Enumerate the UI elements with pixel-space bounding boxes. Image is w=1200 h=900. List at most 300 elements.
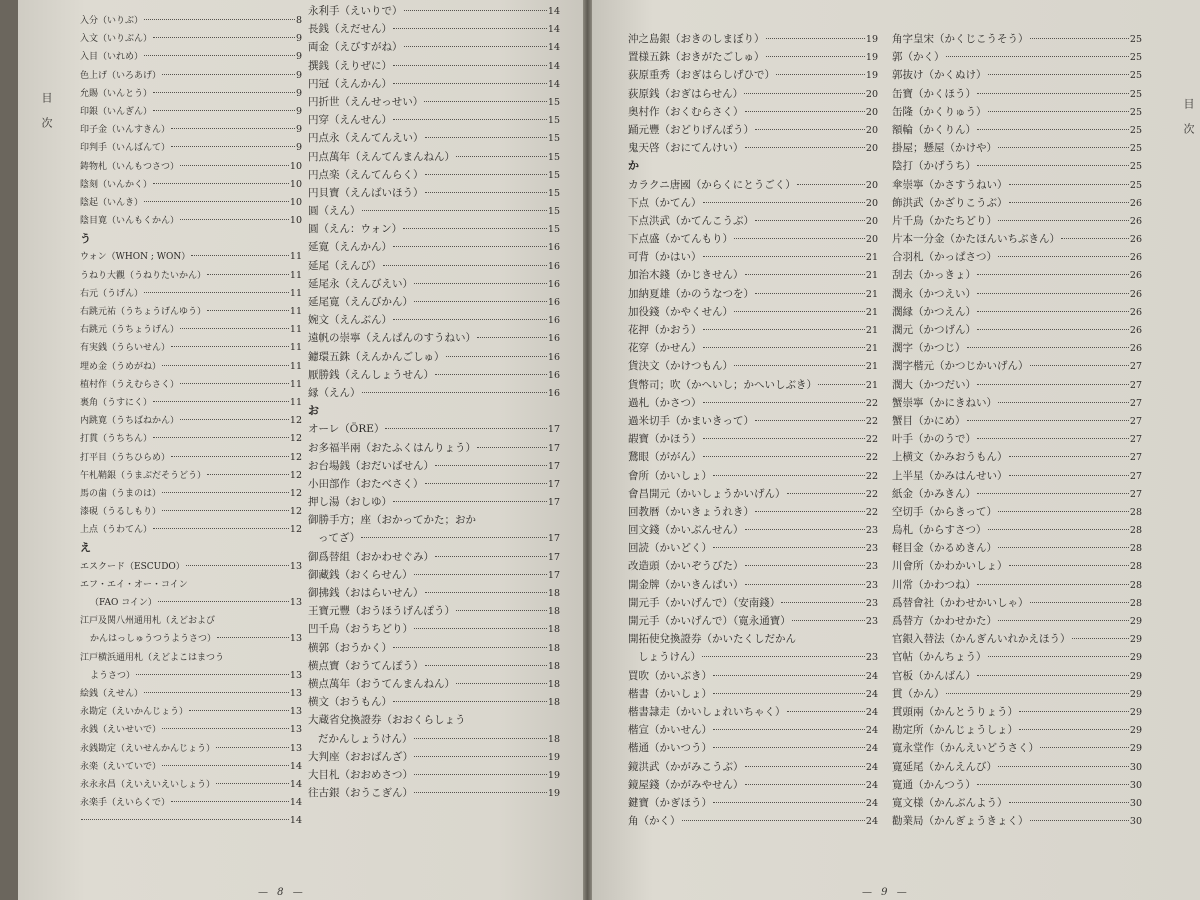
entry-page-number: 19 — [547, 788, 560, 800]
dot-leader — [703, 256, 865, 257]
index-column-2 — [308, 2, 560, 802]
entry-term: 大蔵省兌換證券（おおくらしょう — [308, 714, 466, 727]
index-entry — [80, 558, 302, 576]
index-entry — [308, 748, 560, 766]
index-entry — [628, 30, 878, 48]
entry-term: 過米切手（かまいきって） — [628, 414, 754, 427]
dot-leader — [414, 756, 547, 757]
dot-leader — [153, 437, 289, 438]
entry-term: 円点永（えんてんえい） — [308, 132, 424, 145]
dot-leader — [435, 374, 547, 375]
index-column-4 — [892, 30, 1142, 830]
index-entry — [892, 394, 1142, 412]
index-entry — [308, 184, 560, 202]
entry-term: 御藏銭（おくらせん） — [308, 568, 413, 581]
index-entry — [628, 194, 878, 212]
entry-term: 下点盛（かてんもり） — [628, 233, 733, 246]
section-heading: え — [80, 541, 91, 555]
entry-term: 回読（かいどく） — [628, 542, 712, 555]
entry-page-number: 28 — [1129, 561, 1142, 573]
entry-page-number: 20 — [865, 179, 878, 191]
entry-term: 踊元豐（おどりげんぽう） — [628, 123, 754, 136]
entry-term: 右跳元（うちょうげん） — [80, 325, 180, 336]
entry-term: 郭（かく） — [892, 51, 945, 64]
entry-page-number: 24 — [865, 706, 878, 718]
entry-page-number: 19 — [547, 769, 560, 781]
entry-term: 上半星（かみはんせい） — [892, 469, 1008, 482]
entry-term: 會所（かいしょ） — [628, 469, 712, 482]
dot-leader — [1009, 202, 1129, 203]
index-entry — [80, 121, 302, 139]
entry-term: 印子金（いんすきん） — [80, 125, 171, 136]
index-entry — [628, 685, 878, 703]
dot-leader — [144, 692, 289, 693]
entry-term: 置様五銖（おきがたごしゅ） — [628, 51, 765, 64]
entry-page-number: 19 — [865, 70, 878, 82]
index-entry — [80, 430, 302, 448]
dot-leader — [180, 419, 289, 420]
dot-leader — [153, 401, 289, 402]
index-entry — [80, 267, 302, 285]
entry-page-number: 10 — [289, 178, 302, 190]
entry-page-number: 8 — [295, 15, 302, 26]
index-entry — [892, 121, 1142, 139]
entry-page-number: 14 — [289, 797, 302, 809]
index-entry — [308, 57, 560, 75]
entry-term: 漆硯（うるしもり） — [80, 507, 162, 518]
entry-term: 加役錢（かやくせん） — [628, 305, 733, 318]
index-entry — [308, 348, 560, 366]
entry-term: 押し湯（おしゆ） — [308, 496, 392, 509]
dot-leader — [425, 592, 547, 593]
dot-leader — [745, 111, 865, 112]
dot-leader — [404, 10, 547, 11]
index-entry — [892, 685, 1142, 703]
dot-leader — [414, 628, 547, 629]
dot-leader — [998, 766, 1129, 767]
entry-page-number: 13 — [289, 633, 302, 645]
index-entry — [628, 357, 878, 375]
entry-page-number: 30 — [1129, 761, 1142, 773]
entry-page-number: 21 — [865, 379, 878, 391]
entry-term: 缶寶（かくほう） — [892, 87, 976, 100]
dot-leader — [414, 774, 547, 775]
entry-term: 小田部作（おたべさく） — [308, 477, 424, 490]
entry-page-number: 9 — [295, 105, 302, 117]
index-entry — [628, 103, 878, 121]
entry-term: 官帖（かんちょう） — [892, 651, 987, 664]
index-entry — [80, 12, 302, 30]
dot-leader — [477, 337, 547, 338]
entry-term: 江戸横浜通用札（えどよこはまつう — [80, 652, 225, 663]
index-entry — [80, 158, 302, 176]
index-entry — [308, 439, 560, 457]
index-entry — [80, 358, 302, 376]
entry-term: 楷宣（かいせん） — [628, 724, 712, 737]
index-entry — [80, 394, 302, 412]
entry-page-number: 25 — [1129, 106, 1142, 118]
entry-term: 陰目寛（いんもくかん） — [80, 216, 180, 227]
dot-leader — [171, 128, 295, 129]
index-entry — [308, 20, 560, 38]
entry-term: オーレ（ÖRE） — [308, 423, 385, 436]
entry-page-number: 15 — [547, 206, 560, 218]
entry-term: 円冠（えんかん） — [308, 77, 392, 90]
dot-leader — [988, 529, 1129, 530]
index-entry — [80, 485, 302, 503]
entry-term: 鏡洪武（かがみこうぶ） — [628, 760, 744, 773]
entry-page-number: 22 — [865, 488, 878, 500]
index-entry — [308, 311, 560, 329]
index-entry — [892, 648, 1142, 666]
entry-page-number: 26 — [1129, 234, 1142, 246]
entry-page-number: 10 — [289, 160, 302, 172]
entry-page-number: 25 — [1129, 161, 1142, 173]
entry-page-number: 18 — [547, 588, 560, 599]
index-entry — [80, 67, 302, 85]
entry-term: 片千鳥（かたちどり） — [892, 214, 997, 227]
book-gutter — [583, 0, 592, 900]
entry-page-number: 21 — [865, 252, 878, 264]
dot-leader — [1019, 711, 1129, 712]
entry-page-number: 18 — [547, 697, 560, 709]
entry-page-number: 29 — [1129, 725, 1142, 737]
entry-page-number: 28 — [1129, 597, 1142, 609]
entry-term: 花穿（かせん） — [628, 342, 702, 355]
entry-page-number: 17 — [547, 569, 560, 581]
entry-page-number: 27 — [1129, 379, 1142, 391]
entry-page-number: 22 — [865, 506, 878, 518]
entry-term: お台場銭（おだいばせん） — [308, 459, 434, 472]
dot-leader — [217, 637, 289, 638]
entry-page-number: 19 — [547, 751, 560, 763]
entry-term: エスクード（ESCUDO） — [80, 561, 185, 572]
entry-page-number: 27 — [1129, 488, 1142, 500]
entry-page-number: 12 — [289, 451, 302, 463]
entry-page-number: 24 — [865, 797, 878, 809]
entry-page-number: 27 — [1129, 415, 1142, 427]
entry-page-number: 16 — [547, 387, 560, 399]
dot-leader — [988, 656, 1129, 657]
entry-term: 撰銭（えりぜに） — [308, 59, 392, 72]
entry-page-number: 21 — [865, 361, 878, 373]
index-entry — [80, 139, 302, 157]
entry-term: 貨決文（かけつもん） — [628, 360, 733, 373]
dot-leader — [393, 319, 547, 320]
index-entry — [892, 612, 1142, 630]
dot-leader — [745, 584, 865, 585]
dot-leader — [745, 784, 865, 785]
dot-leader — [425, 192, 547, 193]
entry-page-number: 24 — [865, 670, 878, 682]
entry-page-number: 9 — [295, 87, 302, 99]
index-entry — [892, 285, 1142, 303]
entry-page-number: 20 — [865, 88, 878, 100]
index-entry — [892, 794, 1142, 812]
dot-leader — [998, 220, 1129, 221]
entry-term: 楷書隷走（かいしょれいちゃく） — [628, 705, 786, 718]
entry-page-number: 25 — [1129, 88, 1142, 100]
index-entry — [628, 521, 878, 539]
index-entry — [628, 339, 878, 357]
entry-page-number: 12 — [289, 433, 302, 445]
entry-term: 濶字楷元（かつじかいげん） — [892, 360, 1029, 373]
entry-page-number: 16 — [547, 351, 560, 363]
dot-leader — [424, 101, 547, 102]
entry-term: 爲替方（かわせかた） — [892, 615, 997, 627]
entry-term: 掛屋；懸屋（かけや） — [892, 142, 997, 155]
entry-term: 大判座（おおばんざ） — [308, 750, 414, 763]
index-entry — [628, 485, 878, 503]
entry-term: 江戸及関八州通用札（えどおよび — [80, 616, 216, 627]
index-entry — [80, 812, 302, 830]
entry-term: 下点洪武（かてんこうぶ） — [628, 214, 754, 227]
entry-page-number: 25 — [1129, 70, 1142, 82]
dot-leader — [393, 501, 547, 502]
entry-term: （FAO コイン） — [90, 598, 157, 608]
dot-leader — [191, 255, 289, 256]
entry-page-number: 11 — [289, 378, 302, 390]
entry-page-number: 30 — [1129, 779, 1142, 791]
entry-page-number: 28 — [1129, 579, 1142, 591]
entry-term: 印銀（いんぎん） — [80, 106, 153, 117]
entry-page-number: 20 — [865, 106, 878, 118]
entry-page-number: 21 — [865, 325, 878, 336]
dot-leader — [393, 647, 547, 648]
entry-term: 鍵寶（かぎほう） — [628, 796, 712, 809]
entry-term: 打平目（うちひらめ） — [80, 452, 171, 463]
dot-leader — [393, 28, 547, 29]
dot-leader — [998, 147, 1129, 148]
dot-leader — [383, 265, 547, 266]
dot-leader — [153, 183, 289, 184]
entry-term: 荻原重秀（おぎはらしげひで） — [628, 69, 775, 82]
index-entry — [628, 248, 878, 266]
index-entry — [628, 539, 878, 557]
entry-term: 永銭勘定（えいせんかんじょう） — [80, 743, 216, 754]
index-entry — [628, 448, 878, 466]
index-entry — [892, 594, 1142, 612]
dot-leader — [153, 528, 289, 529]
index-entry — [892, 103, 1142, 121]
dot-leader — [189, 710, 289, 711]
entry-term: 開元手（かいげんで）（安南錢） — [628, 596, 781, 609]
index-entry — [628, 303, 878, 321]
dot-leader — [755, 511, 865, 512]
entry-term: 延尾寛（えんびかん） — [308, 296, 413, 308]
index-entry — [80, 285, 302, 303]
index-entry — [308, 639, 560, 657]
dot-leader — [988, 74, 1129, 75]
entry-term: 爲替會社（かわせかいしゃ） — [892, 596, 1029, 609]
dot-leader — [456, 610, 547, 611]
entry-page-number: 27 — [1129, 361, 1142, 373]
entry-page-number: 18 — [547, 733, 560, 745]
entry-page-number: 15 — [547, 224, 560, 236]
entry-term: 濶字（かつじ） — [892, 342, 966, 355]
entry-term: ウォン（WHON ; WON） — [80, 252, 191, 263]
entry-term: 角字皇宋（かくじこうそう） — [892, 33, 1029, 45]
index-entry — [80, 576, 302, 594]
index-entry — [308, 711, 560, 729]
entry-term: 川會所（かわかいしょ） — [892, 560, 1008, 573]
dot-leader — [787, 711, 865, 712]
dot-leader — [456, 156, 547, 157]
entry-page-number: 23 — [865, 652, 878, 664]
dot-leader — [186, 565, 289, 566]
entry-term: 往古銀（おうこぎん） — [308, 787, 413, 800]
index-entry — [892, 721, 1142, 739]
index-entry — [892, 630, 1142, 648]
entry-page-number: 26 — [1129, 215, 1142, 227]
index-entry — [308, 511, 560, 529]
entry-page-number: 16 — [547, 315, 560, 327]
dot-leader — [703, 202, 865, 203]
index-entry — [892, 412, 1142, 430]
entry-page-number: 14 — [547, 24, 560, 36]
index-entry — [892, 176, 1142, 194]
dot-leader — [977, 384, 1129, 385]
dot-leader — [171, 456, 289, 457]
index-entry — [628, 758, 878, 776]
entry-page-number: 15 — [547, 115, 560, 127]
entry-term: 官板（かんばん） — [892, 669, 976, 682]
entry-term: 貫頭兩（かんとうりょう） — [892, 705, 1018, 718]
entry-term: 加納夏雄（かのうなつを） — [628, 287, 754, 300]
entry-term: 遠帆の崇寧（えんぱんのすうねい） — [308, 332, 476, 345]
entry-term: 可背（かはい） — [628, 251, 702, 264]
entry-page-number: 30 — [1129, 797, 1142, 809]
dot-leader — [781, 602, 865, 603]
entry-term: 鑢環五銖（えんかんごしゅ） — [308, 350, 445, 363]
entry-term: 内跳寛（うちばねかん） — [80, 416, 180, 427]
dot-leader — [703, 402, 865, 403]
entry-page-number: 29 — [1129, 634, 1142, 646]
entry-page-number: 22 — [865, 434, 878, 446]
entry-page-number: 14 — [289, 778, 302, 790]
entry-term: 横文（おうもん） — [308, 696, 392, 709]
entry-page-number: 25 — [1129, 52, 1142, 64]
index-entry — [80, 212, 302, 230]
section-heading: お — [308, 404, 319, 418]
entry-page-number: 23 — [865, 616, 878, 627]
entry-page-number: 26 — [1129, 197, 1142, 209]
entry-term: 濶大（かつだい） — [892, 378, 976, 391]
index-entry — [308, 675, 560, 693]
entry-term: お多福半兩（おたふくはんりょう） — [308, 441, 476, 454]
index-entry — [892, 776, 1142, 794]
dot-leader — [144, 292, 289, 293]
entry-page-number: 20 — [865, 124, 878, 136]
entry-term: 開元手（かいげんで）（寛永通寶） — [628, 615, 791, 627]
entry-page-number: 30 — [1129, 816, 1142, 828]
entry-term: 軽目金（かるめきん） — [892, 542, 997, 555]
index-entry — [308, 657, 560, 675]
dot-leader — [713, 802, 865, 803]
dot-leader — [977, 675, 1129, 676]
entry-term: 勘定所（かんじょうしょ） — [892, 724, 1018, 737]
dot-leader — [1009, 802, 1129, 803]
dot-leader — [144, 19, 295, 20]
index-entry — [80, 194, 302, 212]
entry-term: 円穿（えんせん） — [308, 114, 392, 127]
entry-page-number: 21 — [865, 288, 878, 300]
dot-leader — [180, 165, 289, 166]
index-entry — [628, 285, 878, 303]
section-heading: か — [628, 159, 639, 173]
dot-leader — [977, 129, 1129, 130]
index-entry — [80, 48, 302, 66]
index-entry — [628, 667, 878, 685]
entry-term: 貨幣司；吹（かへいし；かへいしぶき） — [628, 378, 817, 391]
entry-term: 縁（えん） — [308, 386, 361, 399]
index-entry — [892, 376, 1142, 394]
index-entry — [308, 493, 560, 511]
entry-term: 鵞眼（ががん） — [628, 451, 702, 464]
entry-page-number: 13 — [289, 742, 302, 754]
entry-page-number: 23 — [865, 579, 878, 591]
index-entry — [80, 30, 302, 48]
index-entry — [628, 412, 878, 430]
index-entry — [308, 529, 560, 547]
dot-leader — [207, 274, 289, 275]
entry-page-number: 27 — [1129, 452, 1142, 464]
index-entry — [308, 148, 560, 166]
dot-leader — [414, 574, 547, 575]
entry-term: 合羽札（かっぱさつ） — [892, 251, 997, 264]
entry-term: カラクニ唐國（からくにとうごく） — [628, 178, 796, 191]
dot-leader — [977, 311, 1129, 312]
entry-page-number: 12 — [289, 524, 302, 536]
entry-term: 濶永（かつえい） — [892, 287, 976, 300]
dot-leader — [755, 129, 865, 130]
dot-leader — [180, 219, 289, 220]
entry-term: 御勝手方；座（おかってかた；おか — [308, 514, 476, 527]
index-entry — [628, 376, 878, 394]
dot-leader — [207, 474, 289, 475]
dot-leader — [361, 537, 547, 538]
index-entry — [892, 30, 1142, 48]
index-entry — [628, 430, 878, 448]
index-entry — [628, 703, 878, 721]
dot-leader — [207, 310, 289, 311]
entry-page-number: 13 — [289, 597, 302, 608]
entry-page-number: 9 — [295, 142, 302, 154]
index-entry — [80, 758, 302, 776]
entry-term: 花押（かおう） — [628, 324, 702, 336]
entry-page-number: 26 — [1129, 288, 1142, 300]
entry-term: 永利手（えいりで） — [308, 5, 403, 17]
index-entry — [308, 384, 560, 402]
entry-page-number: 11 — [289, 342, 302, 354]
entry-page-number: 28 — [1129, 543, 1142, 555]
entry-page-number: 12 — [289, 469, 302, 481]
index-entry — [892, 194, 1142, 212]
entry-term: 鬼天啓（おにてんけい） — [628, 142, 744, 155]
dot-leader — [967, 420, 1129, 421]
entry-page-number: 18 — [547, 642, 560, 654]
dot-leader — [787, 493, 865, 494]
entry-page-number: 11 — [289, 360, 302, 372]
entry-term: 買吹（かいぶき） — [628, 669, 712, 682]
entry-page-number: 26 — [1129, 325, 1142, 336]
page-number-left: — 8 — — [258, 887, 306, 898]
index-entry — [628, 467, 878, 485]
dot-leader — [977, 274, 1129, 275]
dot-leader — [136, 674, 289, 675]
entry-page-number: 22 — [865, 452, 878, 464]
dot-leader — [977, 784, 1129, 785]
